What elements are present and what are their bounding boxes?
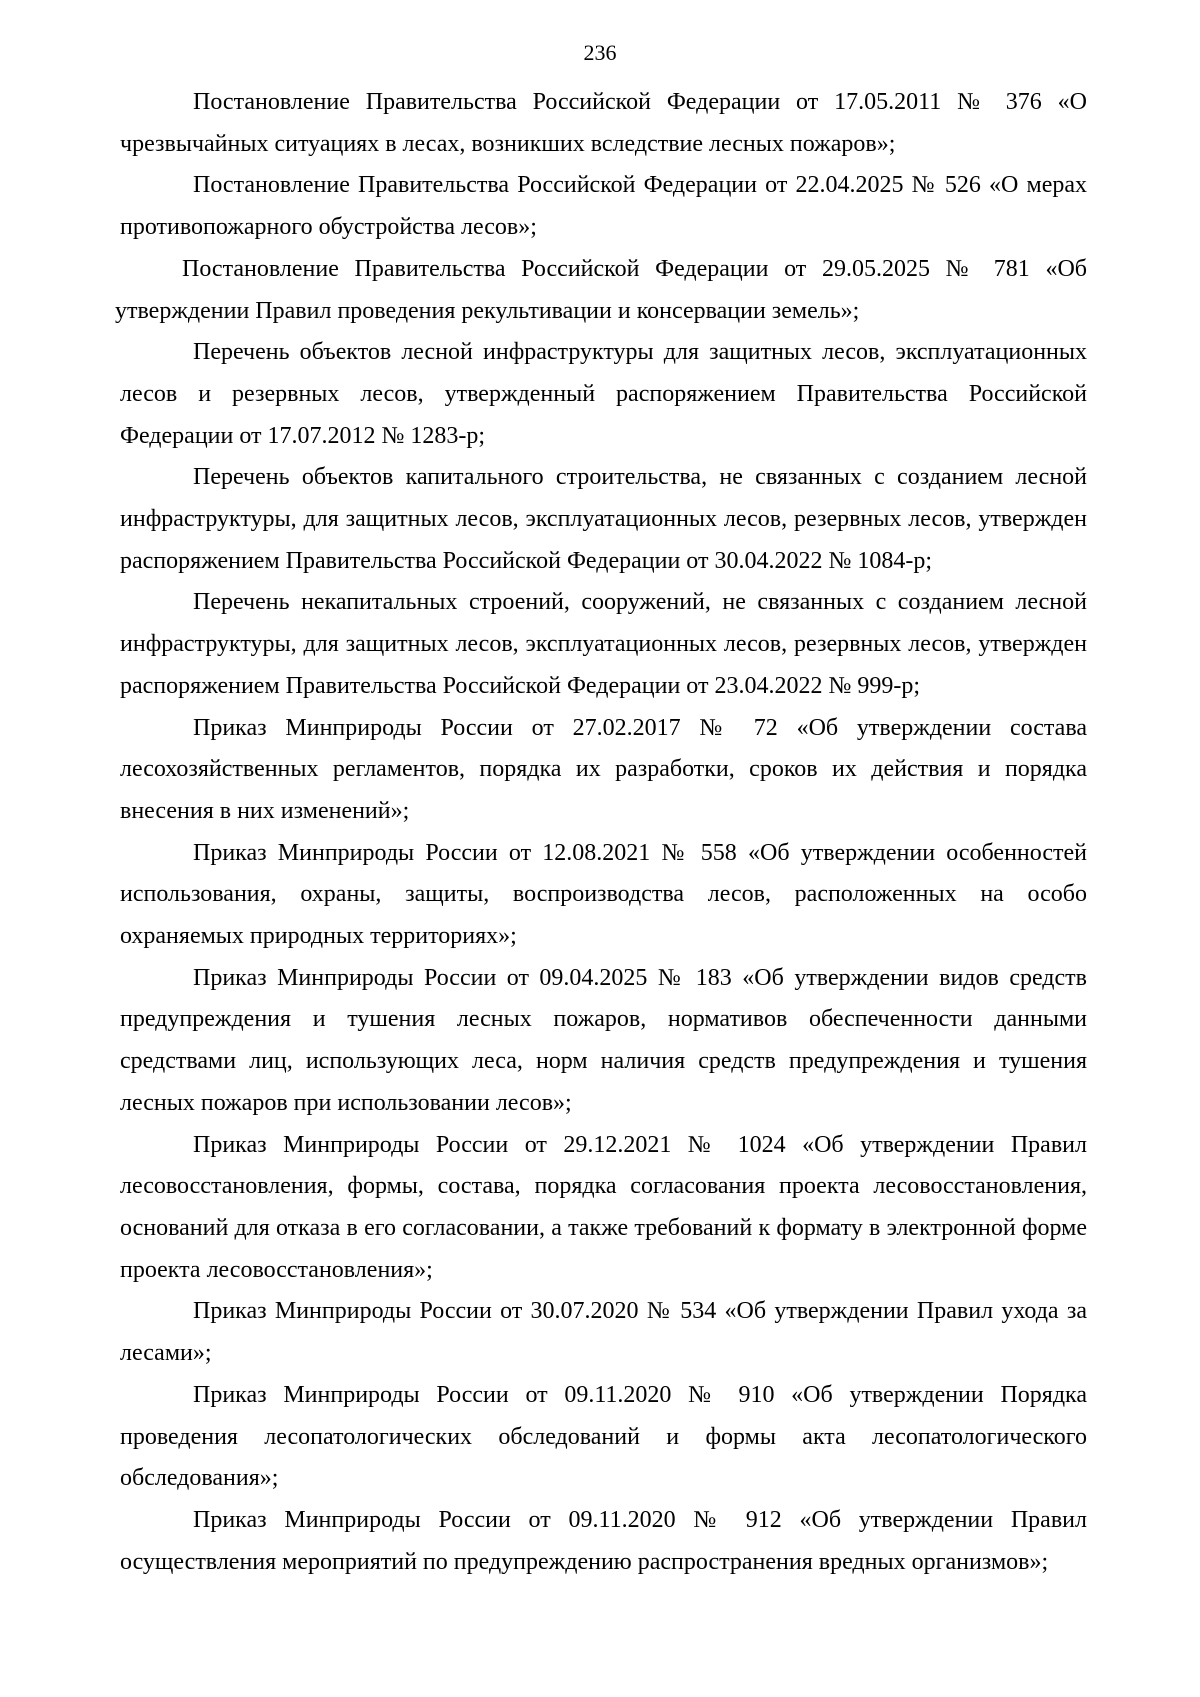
document-body bbox=[115, 82, 1087, 1583]
page-number: 236 bbox=[583, 40, 617, 65]
paragraph: Перечень некапитальных строений, сооружений, не связанных с созданием лесной инфраструктуры, для защитных лесов, эксплуатационных лесов, резервных лесов, утвержден распоряжением Правительства Российской Федерации от 23.04.2022 № 999-р; bbox=[120, 589, 1087, 699]
paragraph: Приказ Минприроды России от 30.07.2020 № 534 «Об утверждении Правил ухода за лесами»; bbox=[120, 1298, 1087, 1367]
paragraph: Постановление Правительства Российской Федерации от 17.05.2011 № 376 «О чрезвычайных ситуациях в лесах, возникших вследствие лесных пожаров»; bbox=[120, 89, 1087, 157]
paragraph: Перечень объектов лесной инфраструктуры для защитных лесов, эксплуатационных лесов и резервных лесов, утвержденный распоряжением Правительства Российской Федерации от 17.07.2012 № 1283-р; bbox=[120, 339, 1087, 449]
paragraph: Приказ Минприроды России от 27.02.2017 № 72 «Об утверждении состава лесохозяйственных регламентов, порядка их разработки, сроков их действия и порядка внесения в них изменений»; bbox=[120, 714, 1087, 824]
paragraph: Приказ Минприроды России от 09.04.2025 № 183 «Об утверждении видов средств предупреждения и тушения лесных пожаров, нормативов обеспеченности данными средствами лиц, использующих леса, норм наличия средств предупреждения и тушения лесных пожаров при использовании лесов»; bbox=[120, 964, 1087, 1116]
paragraph: Приказ Минприроды России от 29.12.2021 № 1024 «Об утверждении Правил лесовосстановления, формы, состава, порядка согласования проекта лесовосстановления, оснований для отказа в его согласовании, а также требований к формату в электронной форме проекта лесовосстановления»; bbox=[120, 1131, 1087, 1283]
paragraph: Перечень объектов капитального строительства, не связанных с созданием лесной инфраструктуры, для защитных лесов, эксплуатационных лесов, резервных лесов, утвержден распоряжением Правительства Российской Федерации от 30.04.2022 № 1084-р; bbox=[120, 464, 1087, 574]
paragraph: Постановление Правительства Российской Федерации от 29.05.2025 № 781 «Об утверждении Правил проведения рекультивации и консервации земель»; bbox=[115, 255, 1087, 324]
paragraph: Приказ Минприроды России от 09.11.2020 № 912 «Об утверждении Правил осуществления мероприятий по предупреждению распространения вредных организмов»; bbox=[120, 1506, 1087, 1575]
paragraph: Постановление Правительства Российской Федерации от 22.04.2025 № 526 «О мерах противопожарного обустройства лесов»; bbox=[120, 172, 1087, 241]
paragraph: Приказ Минприроды России от 12.08.2021 № 558 «Об утверждении особенностей использования, охраны, защиты, воспроизводства лесов, расположенных на особо охраняемых природных территориях»; bbox=[120, 839, 1087, 950]
paragraph: Приказ Минприроды России от 09.11.2020 № 910 «Об утверждении Порядка проведения лесопатологических обследований и формы акта лесопатологического обследования»; bbox=[120, 1381, 1087, 1492]
